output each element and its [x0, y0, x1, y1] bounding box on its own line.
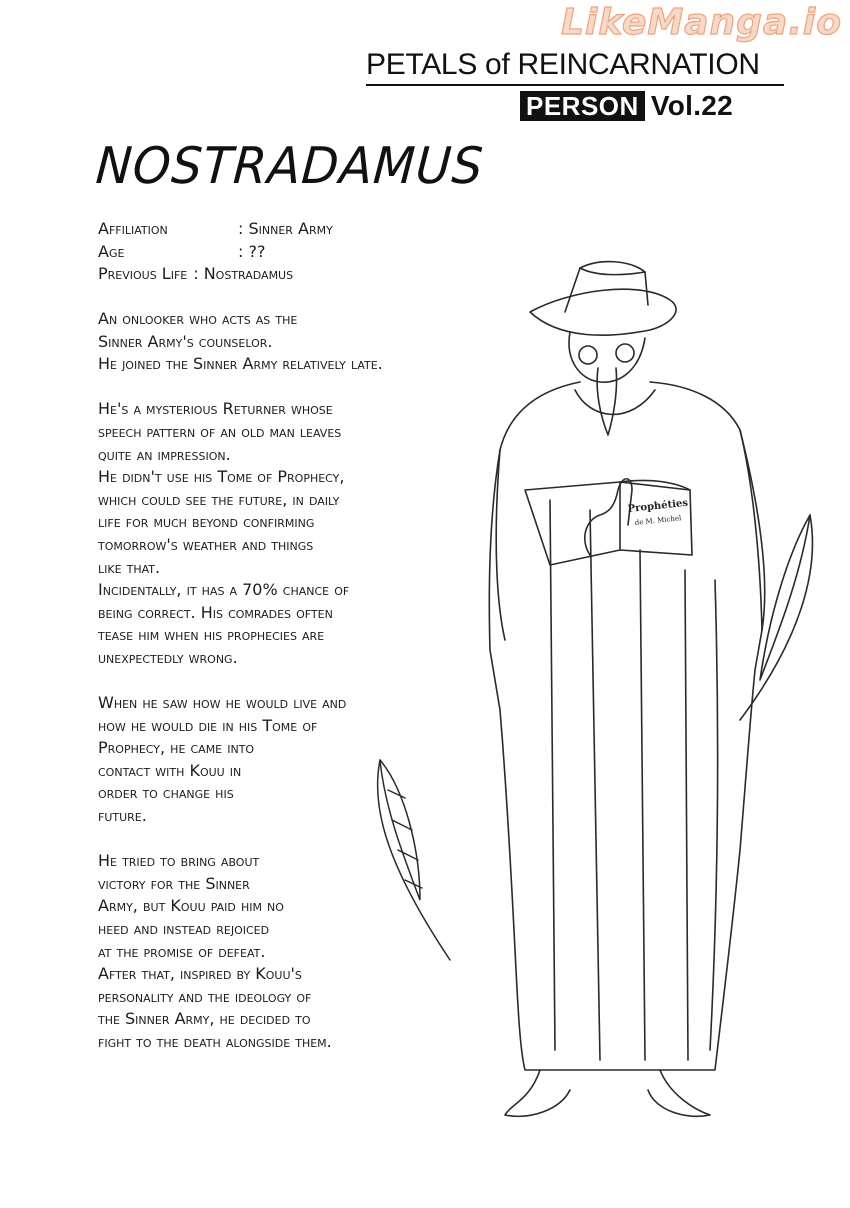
volume-header: [520, 90, 733, 122]
mask-eye-left: [579, 346, 597, 364]
site-watermark: LikeManga.io: [561, 2, 842, 43]
cloak: [489, 382, 762, 1070]
description-paragraph: When he saw how he would live and how he would die in his Tome of Prophecy, he came into contact with Kouu in order to change his future.: [98, 693, 347, 826]
series-title: PETALS of REINCARNATION: [366, 48, 784, 86]
character-illustration: [470, 250, 850, 1130]
description-paragraph: He tried to bring about victory for the Sinner Army, but Kouu paid him no heed and instead rejoiced at the promise of defeat. After that, inspired by Kouu's personality and the ideology of the Sinner Army, he decided to fight to the death alongside them.: [98, 851, 332, 1051]
feather-right: [740, 515, 812, 720]
description-paragraph: He's a mysterious Returner whose speech pattern of an old man leaves quite an impression. He didn't use his Tome of Prophecy, which could see the future, in daily life for much beyond confirming tomorrow's weather and things like that. Incidentally, it has a 70% chance of being correct. His comrades often tease him when his prophecies are unexpectedly wrong.: [98, 399, 350, 667]
character-name: NOSTRADAMUS: [93, 136, 486, 196]
book-title: Prophéties: [627, 497, 689, 515]
boots: [505, 1070, 570, 1116]
profile-block: [98, 218, 333, 286]
person-label: PERSON: [520, 91, 645, 121]
description-paragraph: An onlooker who acts as the Sinner Army's counselor. He joined the Sinner Army relatively late.: [98, 309, 383, 374]
profile-row-age: [98, 241, 333, 264]
volume-number: Vol.22: [650, 90, 734, 121]
profile-row-previous-life: [98, 263, 333, 286]
profile-value: : ??: [238, 241, 266, 261]
profile-value: : Sinner Army: [238, 219, 333, 238]
hand: [585, 479, 632, 555]
description: [98, 308, 383, 1076]
mask-eye-right: [616, 344, 634, 362]
profile-value: : Nostradamus: [193, 264, 294, 284]
hat-crown: [565, 262, 648, 312]
hat-brim: [530, 289, 676, 335]
profile-label: Age: [98, 241, 125, 261]
profile-label: Previous Life: [98, 264, 188, 284]
feather-left-icon: [360, 750, 460, 970]
profile-label: Affiliation: [98, 219, 168, 238]
book-subtitle: de M. Michel: [634, 514, 682, 527]
profile-row-affiliation: [98, 218, 333, 241]
mask-beak: [597, 368, 616, 435]
